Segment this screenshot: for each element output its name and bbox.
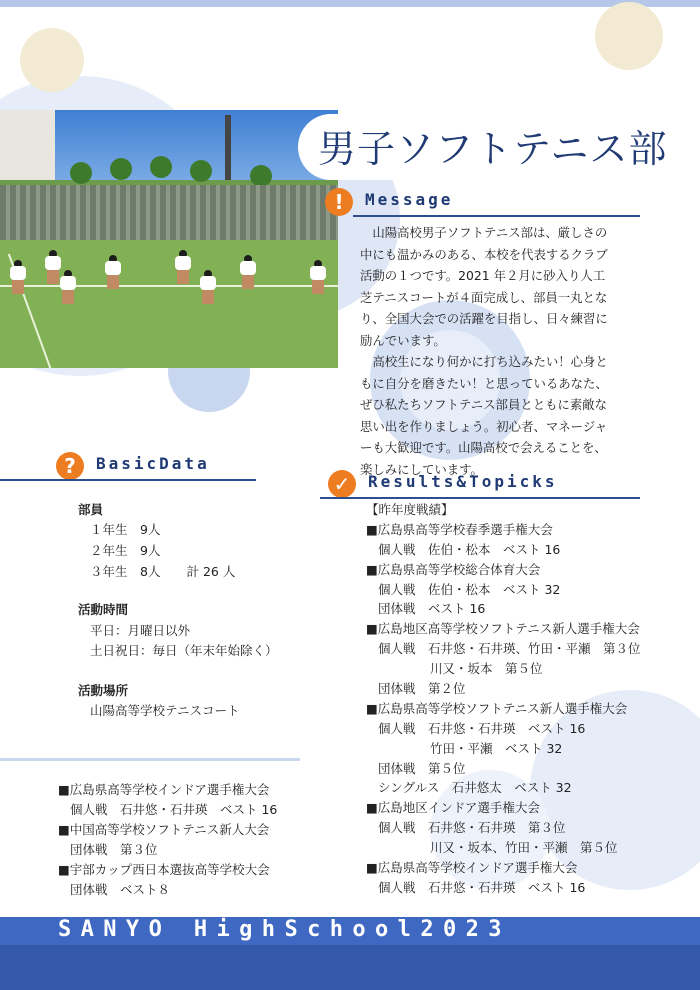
list-item: シングルス 石井悠太 ベスト 32	[378, 780, 572, 796]
list-item: 個人戦 石井悠・石井瑛、竹田・平瀬 第３位	[378, 641, 641, 657]
member-total: 計 26 人	[186, 564, 236, 579]
list-item: 団体戦 第３位	[70, 842, 158, 857]
decor-circle	[20, 28, 84, 92]
list-item: ■広島県高等学校インドア選手権大会	[58, 782, 270, 797]
members-label: 部員	[78, 502, 104, 517]
list-item: ■広島県高等学校ソフトテニス新人選手権大会	[366, 700, 628, 716]
list-item: 団体戦 ベスト８	[70, 882, 171, 897]
list-item: ■広島地区高等学校ソフトテニス新人選手権大会	[366, 621, 640, 637]
list-item: ■広島県高等学校総合体育大会	[366, 561, 541, 577]
results-subheading: 【昨年度戦績】	[366, 502, 454, 517]
message-heading: ! Message	[325, 188, 640, 216]
list-item: ■中国高等学校ソフトテニス新人大会	[58, 822, 270, 837]
footer-strip	[0, 945, 700, 990]
results-heading: ✓ Results&Topicks	[328, 470, 640, 498]
list-item: 個人戦 佐伯・松本 ベスト 16	[378, 541, 561, 557]
member-row: ３年生 8人 計 26 人	[90, 564, 236, 579]
list-item: ■宇部カップ西日本選抜高等学校大会	[58, 862, 270, 877]
divider	[0, 758, 300, 761]
message-paragraph: 山陽高校男子ソフトテニス部は、厳しさの中にも温かみのある、本校を代表するクラブ活動の１つです。2021 年２月に砂入り人工芝テニスコートが４面完成し、部員一丸となり、全国大会での活躍を目指し、日々練習に励んでいます。	[360, 225, 608, 348]
footer-text: SANYO HighSchool2023	[58, 917, 511, 942]
message-body	[360, 222, 610, 480]
list-item: 個人戦 石井悠・石井瑛 ベスト 16	[70, 802, 278, 817]
list-item: 竹田・平瀬 ベスト 32	[430, 740, 563, 756]
member-row: ２年生 9人	[90, 543, 161, 558]
member-row: １年生 9人	[90, 522, 161, 537]
top-accent-bar	[0, 0, 700, 7]
list-item: ■広島地区インドア選手権大会	[366, 800, 540, 816]
left-results-list	[58, 780, 277, 900]
decor-circle	[595, 2, 663, 70]
weekend-schedule: 土日祝日：毎日（年末年始除く）	[90, 643, 278, 658]
page-title: 男子ソフトテニス部	[318, 127, 668, 171]
list-item: 団体戦 第２位	[378, 681, 466, 697]
list-item: 個人戦 石井悠・石井瑛 ベスト 16	[378, 879, 586, 895]
activity-place-label: 活動場所	[78, 683, 129, 698]
list-item: 個人戦 石井悠・石井瑛 ベスト 16	[378, 720, 586, 736]
weekday-schedule: 平日：月曜日以外	[90, 623, 191, 638]
checkmark-icon: ✓	[328, 470, 356, 498]
question-icon: ?	[56, 452, 84, 480]
exclamation-icon: !	[325, 188, 353, 216]
list-item: 団体戦 第５位	[378, 760, 466, 776]
activity-time-label: 活動時間	[78, 602, 129, 617]
team-photo	[0, 110, 338, 368]
list-item: 川又・坂本、竹田・平瀬 第５位	[430, 840, 618, 856]
list-item: ■広島県高等学校春季選手権大会	[366, 521, 553, 537]
list-item: ■広島県高等学校インドア選手権大会	[366, 860, 578, 876]
list-item: 個人戦 石井悠・石井瑛 第３位	[378, 820, 566, 836]
basicdata-heading: ? BasicData	[56, 452, 256, 480]
activity-place: 山陽高等学校テニスコート	[90, 703, 240, 718]
list-item: 川又・坂本 第５位	[430, 661, 543, 677]
message-paragraph: 高校生になり何かに打ち込みたい！心身ともに自分を磨きたい！と思っているあなた、ぜひ私たちソフトテニス部員とともに素敵な思い出を作りましょう。初心者、マネージャーも大歓迎です。山陽高校で会えることを、楽しみにしています。	[360, 354, 608, 477]
results-list	[366, 500, 641, 898]
list-item: 団体戦 ベスト 16	[378, 601, 486, 617]
list-item: 個人戦 佐伯・松本 ベスト 32	[378, 581, 561, 597]
